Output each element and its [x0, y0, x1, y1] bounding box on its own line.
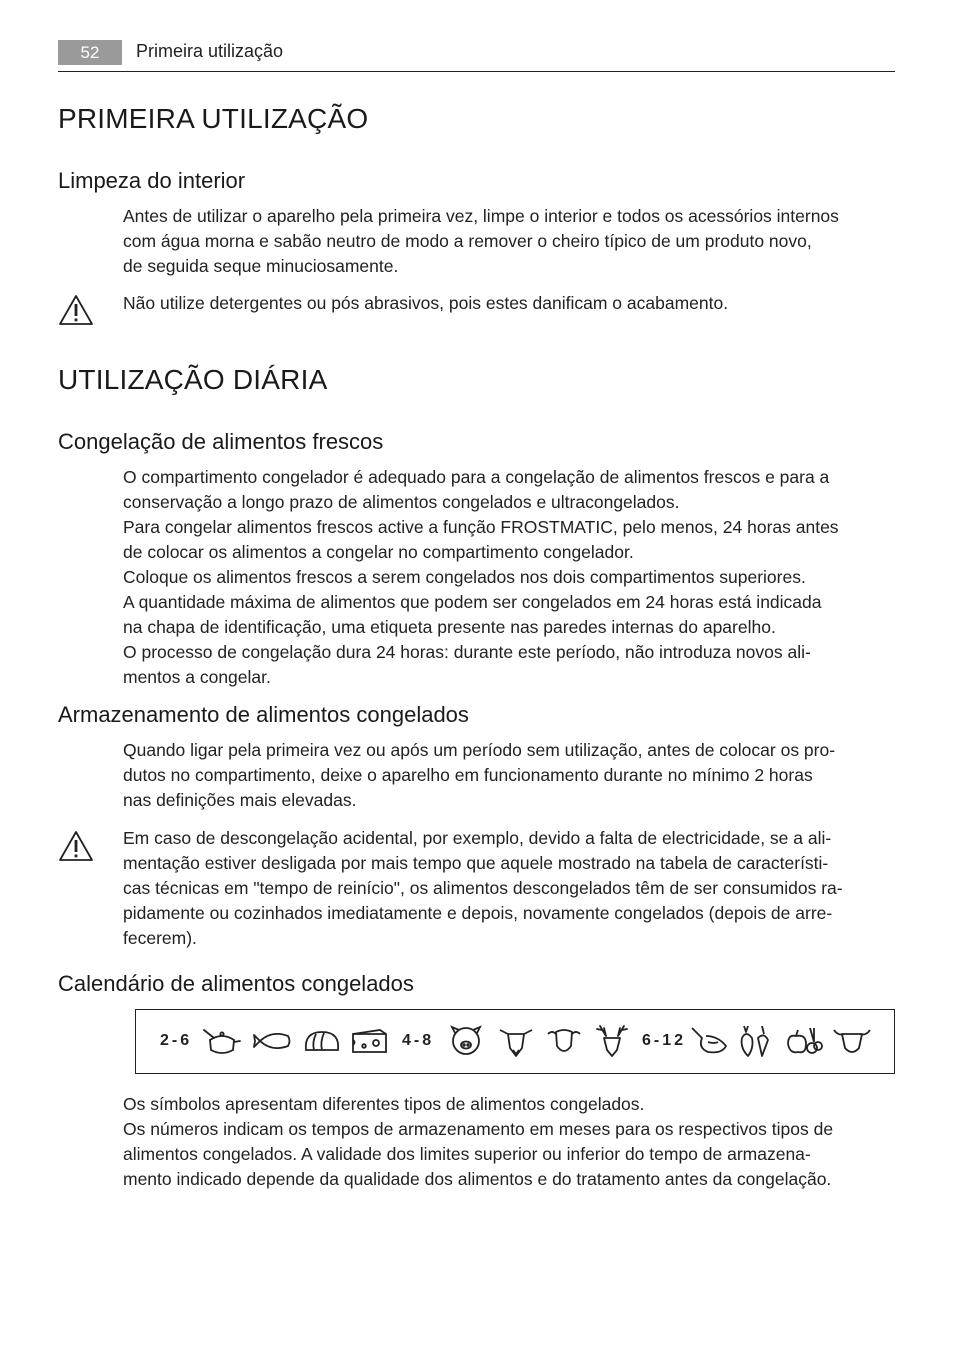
frozen-food-symbols-panel — [135, 1009, 895, 1074]
vegetables-icon — [736, 1024, 776, 1058]
page-number: 52 — [58, 40, 122, 65]
running-title: Primeira utilização — [136, 41, 284, 61]
cheese-icon — [350, 1024, 390, 1058]
sheep-icon — [544, 1024, 584, 1058]
subsection-title-cleaning: Limpeza do interior — [58, 168, 246, 193]
paragraph-freezing: O compartimento congelador é adequado para a congelação de alimentos frescos e para a conservação a longo prazo de alimentos congelados e ultracongelados. Para congelar alimentos frescos active a função FROSTMATIC, pelo menos, 24 horas antes de colocar os alimentos a congelar no compartimento congelador. Coloque os alimentos frescos a serem congelados nos dois compartimentos superiores. A quantidade máxima de alimentos que podem ser congelados em 24 horas está indicada na chapa de identificação, uma etiqueta presente nas paredes internas do aparelho. O processo de congelação dura 24 horas: durante este período, não introduza novos ali- mentos a congelar. — [123, 467, 839, 687]
beef-icon — [832, 1024, 872, 1058]
storage-months-label: 2-6 — [160, 1032, 193, 1049]
subsection-title-storage: Armazenamento de alimentos congelados — [58, 702, 469, 727]
fish-icon — [252, 1024, 292, 1058]
pot-icon — [202, 1024, 242, 1058]
subsection-title-freezing: Congelação de alimentos frescos — [58, 429, 384, 454]
paragraph-cleaning: Antes de utilizar o aparelho pela primeira vez, limpe o interior e todos os acessórios internos com água morna e sabão neutro de modo a remover o cheiro típico de um produto novo, de seguida seque minuciosamente. — [123, 206, 839, 276]
section-title-daily-use: UTILIZAÇÃO DIÁRIA — [58, 364, 328, 395]
deer-icon — [592, 1024, 632, 1058]
paragraph-storage: Quando ligar pela primeira vez ou após um período sem utilização, antes de colocar os pro- dutos no compartimento, deixe o aparelho em funcionamento durante no mínimo 2 horas nas definições mais elevadas. — [123, 740, 836, 810]
poultry-icon — [688, 1024, 728, 1058]
page-header — [58, 40, 895, 72]
fruit-icon — [784, 1024, 824, 1058]
warning-text-abrasives: Não utilize detergentes ou pós abrasivos, pois estes danificam o acabamento. — [123, 293, 729, 313]
storage-months-label: 6-12 — [642, 1032, 687, 1049]
section-title-first-use: PRIMEIRA UTILIZAÇÃO — [58, 103, 369, 134]
bread-icon — [302, 1024, 342, 1058]
subsection-title-calendar: Calendário de alimentos congelados — [58, 971, 414, 996]
warning-icon — [58, 830, 94, 862]
warning-icon — [58, 294, 94, 326]
pig-icon — [446, 1024, 486, 1058]
goat-icon — [496, 1024, 536, 1058]
paragraph-calendar: Os símbolos apresentam diferentes tipos de alimentos congelados. Os números indicam os tempos de armazenamento em meses para os respectivos tipos de alimentos congelados. A validade dos limites superior ou inferior do tempo de armazena- mento indicado depende da qualidade dos alimentos e do tratamento antes da congelação. — [123, 1094, 834, 1189]
warning-text-defrost: Em caso de descongelação acidental, por exemplo, devido a falta de electricidade, se a ali- mentação estiver desligada por mais tempo que aquele mostrado na tabela de característi- cas técnicas em "tempo de reinício", os alimentos descongelados têm de ser consumidos ra- pidamente ou cozinhados imediatamente e depois, novamente congelados (depois de arre- fecerem). — [123, 828, 843, 948]
storage-months-label: 4-8 — [402, 1032, 435, 1049]
